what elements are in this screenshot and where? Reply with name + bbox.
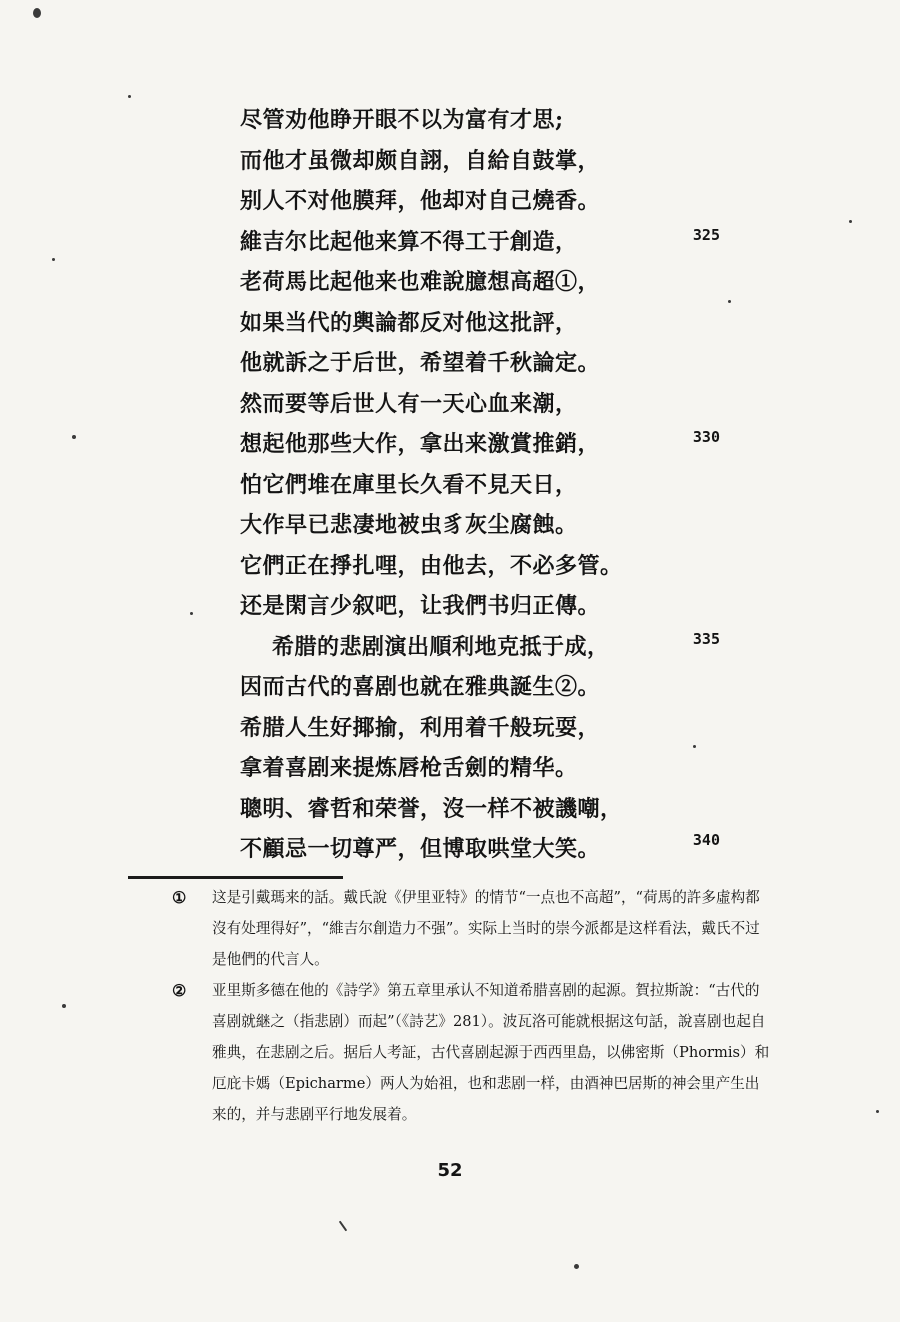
scan-speck xyxy=(693,745,696,748)
scan-speck xyxy=(339,1221,348,1232)
scan-speck xyxy=(128,95,131,98)
scan-speck xyxy=(72,435,76,439)
scan-speck xyxy=(574,1264,579,1269)
verse-line: 老荷馬比起他来也难說臆想高超①， xyxy=(240,269,601,295)
verse-line: 維吉尔比起他来算不得工于創造， xyxy=(240,228,578,255)
scan-speck xyxy=(62,1004,66,1008)
footnote-text: 这是引戴瑪来的話。戴氏說《伊里亚特》的情节“一点也不高超”，“荷馬的許多虛构都沒有处理得好”，“維吉尔創造力不强”。实际上当时的崇今派都是这样看法，戴氏不过是他們的代言人。 xyxy=(212,889,760,968)
verse-line: 而他才虽微却颇自詡，自給自鼓掌， xyxy=(240,147,601,174)
verse-line: 他就訴之于后世，希望着千秋論定。 xyxy=(240,350,601,376)
verse-line: 拿着喜剧来提炼唇枪舌劍的精华。 xyxy=(240,755,578,781)
verse-line: 因而古代的喜剧也就在雅典誕生②。 xyxy=(240,674,601,700)
page-number: 52 xyxy=(437,1160,463,1181)
scan-speck xyxy=(728,300,731,303)
scan-speck xyxy=(849,220,852,223)
verse-line: 然而要等后世人有一天心血来潮， xyxy=(240,390,578,417)
footnote-text: 亚里斯多德在他的《詩学》第五章里承认不知道希腊喜剧的起源。賀拉斯說：“古代的喜剧就継之（指悲剧）而起”（《詩艺》281）。波瓦洛可能就根据这句話，說喜剧也起自雅典，在悲剧之后。据后人考証，古代喜剧起源于西西里島，以佛密斯（Phormis）和厄庇卡媽（Epicharme）两人为始祖，也和悲剧一样，由酒神巴居斯的神会里产生出来的，并与悲剧平行地发展着。 xyxy=(212,982,770,1123)
line-number: 330 xyxy=(692,428,720,446)
verse-line: 聰明、睿哲和荣誉，沒一样不被譏嘲， xyxy=(240,795,623,822)
footnote-1 xyxy=(172,882,772,975)
footnote-2 xyxy=(172,975,772,1130)
verse-line: 想起他那些大作，拿出来激賞推銷， xyxy=(240,431,601,457)
verse-line: 怕它們堆在庫里长久看不見天日， xyxy=(240,471,578,498)
verse-line: 大作早已悲凄地被虫豸灰尘腐蝕。 xyxy=(240,512,578,538)
verse-line: 别人不对他膜拜，他却对自己燒香。 xyxy=(240,188,601,214)
verse-line: 还是閑言少叙吧，让我們书归正傳。 xyxy=(240,593,601,619)
line-number: 335 xyxy=(692,630,720,648)
scan-speck xyxy=(33,8,41,18)
verse-line: 尽管劝他睁开眼不以为富有才思; xyxy=(240,107,564,133)
line-number: 325 xyxy=(692,226,720,244)
verse-line: 希腊人生好揶揄，利用着千般玩耍， xyxy=(240,714,601,741)
footnote-marker: ① xyxy=(172,888,187,907)
footnote-rule xyxy=(128,876,343,879)
footnote-marker: ② xyxy=(172,981,187,1000)
scan-speck xyxy=(190,612,193,615)
verse-line: 希腊的悲剧演出順利地克抵于成， xyxy=(272,633,610,660)
poem-verse xyxy=(240,100,670,870)
verse-line: 它們正在掙扎哩，由他去，不必多管。 xyxy=(240,552,623,579)
verse-line: 如果当代的輿論都反对他这批評， xyxy=(240,309,578,336)
scan-speck xyxy=(52,258,55,261)
scan-speck xyxy=(876,1110,879,1113)
verse-line: 不顧忌一切尊严，但博取哄堂大笑。 xyxy=(240,836,601,862)
line-number: 340 xyxy=(692,831,720,849)
